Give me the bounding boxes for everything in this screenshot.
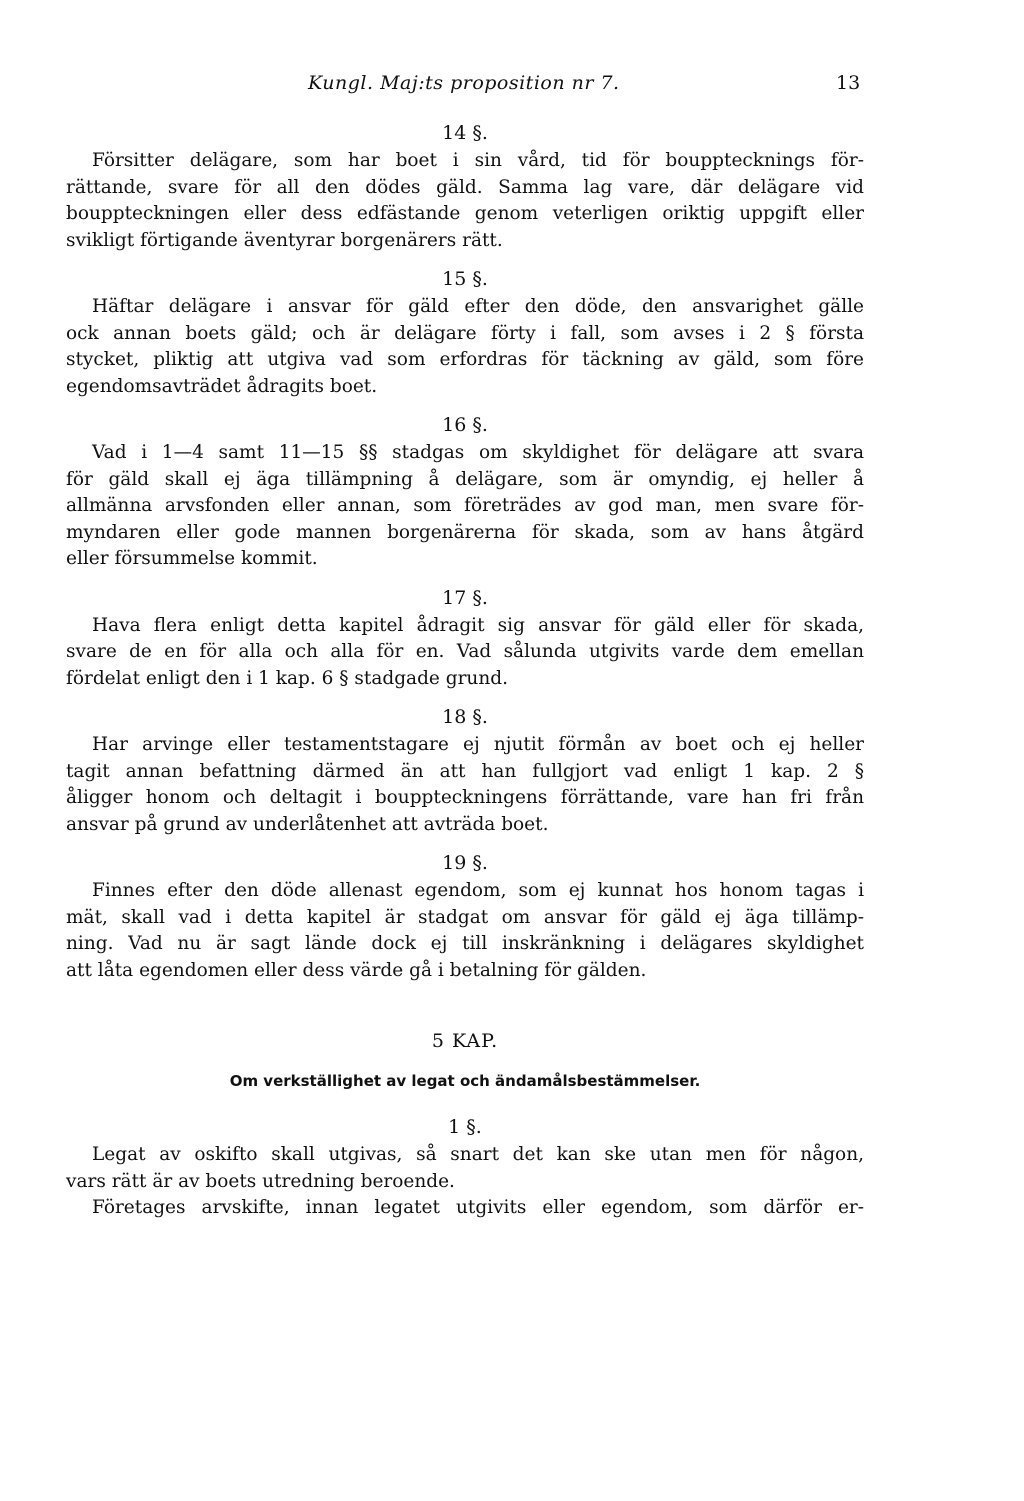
section-heading: 16 §. — [442, 414, 488, 436]
text-line: mät, skall vad i detta kapitel är stadgat om ansvar för gäld ej äga tillämp- — [66, 906, 864, 928]
section-heading: 14 §. — [442, 122, 488, 144]
section-heading: 19 §. — [442, 852, 488, 874]
chapter-subtitle: Om verkställighet av legat och ändamålsbestämmelser. — [229, 1072, 701, 1090]
text-line: stycket, pliktig att utgiva vad som erfordras för täckning av gäld, som före — [66, 349, 864, 370]
text-line: myndaren eller gode mannen borgenärerna för skada, som av hans åtgärd — [66, 521, 864, 543]
text-line: Försitter delägare, som har boet i sin vård, tid för boupptecknings för- — [92, 150, 864, 171]
text-line: Legat av oskifto skall utgivas, så snart det kan ske utan men för någon, — [92, 1144, 864, 1165]
section-heading: 17 §. — [442, 586, 488, 609]
text-line: bouppteckningen eller dess edfästande genom veterligen oriktig uppgift eller — [66, 203, 864, 224]
text-line: Häftar delägare i ansvar för gäld efter den döde, den ansvarighet gälle — [92, 296, 864, 317]
text-line: svare de en för alla och alla för en. Vad sålunda utgivits varde dem emellan — [66, 641, 864, 662]
text-line: rättande, svare för all den dödes gäld. Samma lag vare, där delägare vid — [66, 176, 864, 198]
section-heading: 1 §. — [448, 1116, 482, 1138]
text-line: tagit annan befattning därmed än att han fullgjort vad enligt 1 kap. 2 § — [66, 760, 864, 782]
text-line: svikligt förtigande äventyrar borgenärers rätt. — [66, 229, 503, 251]
chapter-title: 5 KAP. — [431, 1030, 499, 1052]
page-number: 13 — [836, 72, 861, 94]
document-body — [66, 118, 864, 1222]
page-header — [0, 72, 1024, 102]
text-line: Företages arvskifte, innan legatet utgivits eller egendom, som därför er- — [92, 1197, 864, 1218]
text-line: Finnes efter den döde allenast egendom, som ej kunnat hos honom tagas i — [92, 880, 864, 901]
text-line: ansvar på grund av underlåtenhet att avträda boet. — [66, 813, 549, 835]
text-line: Vad i 1—4 samt 11—15 §§ stadgas om skyldighet för delägare att svara — [92, 442, 864, 463]
text-line: eller försummelse kommit. — [66, 548, 318, 569]
text-line: vars rätt är av boets utredning beroende. — [66, 1170, 455, 1192]
text-line: åligger honom och deltagit i bouppteckningens förrättande, vare han fri från — [66, 787, 864, 808]
text-line: att låta egendomen eller dess värde gå i betalning för gälden. — [66, 959, 647, 981]
text-line: Hava flera enligt detta kapitel ådragit sig ansvar för gäld eller för skada, — [92, 614, 864, 636]
text-line: Har arvinge eller testamentstagare ej njutit förmån av boet och ej heller — [92, 734, 864, 755]
section-heading: 15 §. — [442, 268, 488, 290]
text-line: för gäld skall ej äga tillämpning å delägare, som är omyndig, ej heller å — [66, 468, 864, 490]
running-title: Kungl. Maj:ts proposition nr 7. — [308, 72, 620, 94]
text-line: allmänna arvsfonden eller annan, som företrädes av god man, men svare för- — [66, 495, 864, 516]
text-line: ning. Vad nu är sagt lände dock ej till inskränkning i delägares skyldighet — [66, 933, 864, 954]
section-heading: 18 §. — [442, 706, 488, 728]
text-line: egendomsavträdet ådragits boet. — [66, 375, 378, 397]
text-line: fördelat enligt den i 1 kap. 6 § stadgade grund. — [66, 667, 508, 689]
text-line: ock annan boets gäld; och är delägare förty i fall, som avses i 2 § första — [66, 322, 864, 344]
